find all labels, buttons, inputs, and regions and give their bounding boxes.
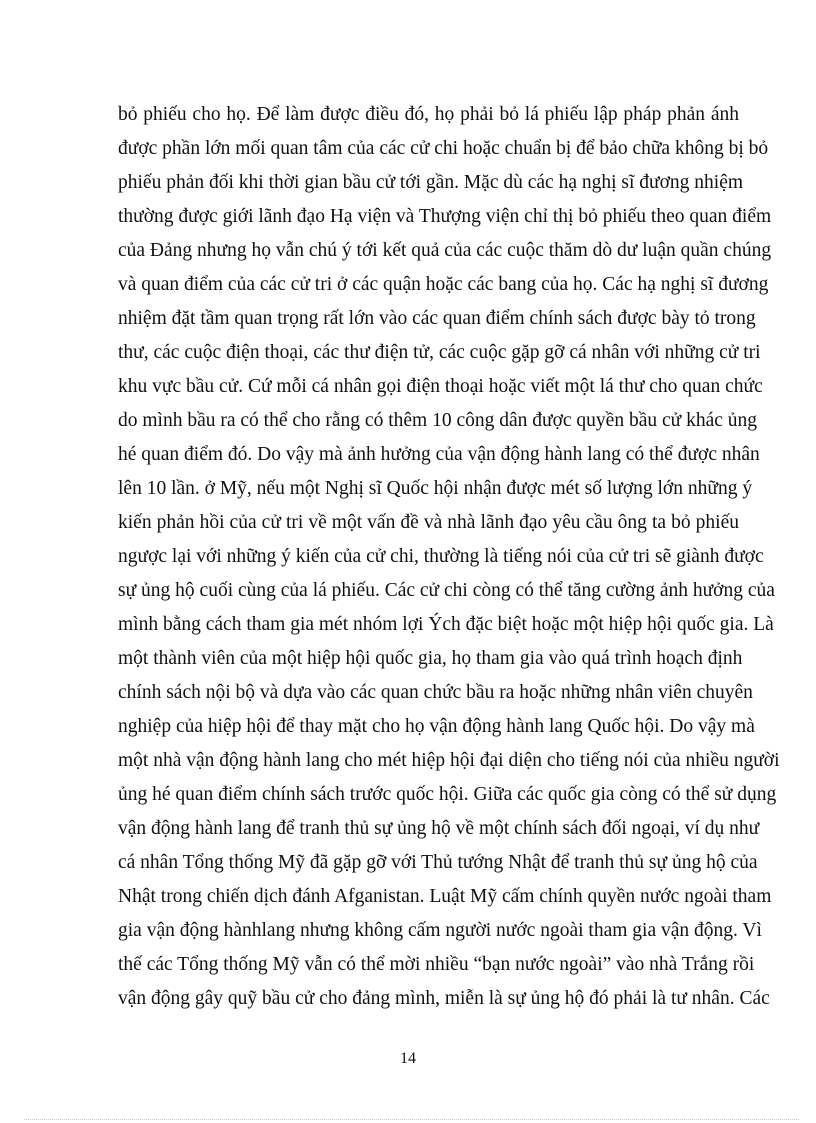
text-line: một nhà vận động hành lang cho mét hiệp hội đại diện cho tiếng nói của nhiều người xyxy=(118,750,780,771)
text-line: lên 10 lần. ở Mỹ, nếu một Nghị sĩ Quốc hội nhận được mét số lượng lớn những ý xyxy=(118,478,753,499)
text-line: sự ủng hộ cuối cùng của lá phiếu. Các cử chi còng có thể tăng cường ảnh hưởng của xyxy=(118,580,775,601)
text-line: hé quan điểm đó. Do vậy mà ảnh hưởng của vận động hành lang có thể được nhân xyxy=(118,444,760,465)
text-line: thư, các cuộc điện thoại, các thư điện tử, các cuộc gặp gỡ cá nhân với những cử tri xyxy=(118,342,761,363)
text-line: ủng hé quan điểm chính sách trước quốc hội. Giữa các quốc gia còng có thể sử dụng xyxy=(118,784,777,805)
text-line: và quan điểm của các cử tri ở các quận hoặc các bang của họ. Các hạ nghị sĩ đương xyxy=(118,274,769,295)
text-line: ngược lại với những ý kiến của cử chi, thường là tiếng nói của cử tri sẽ giành được xyxy=(118,546,764,567)
text-line: mình bằng cách tham gia mét nhóm lợi Ých đặc biệt hoặc một hiệp hội quốc gia. Là xyxy=(118,614,774,635)
page-number: 14 xyxy=(400,1050,416,1067)
text-line: phiếu phản đối khi thời gian bầu cử tới gần. Mặc dù các hạ nghị sĩ đương nhiệm xyxy=(118,172,744,193)
text-line: thường được giới lãnh đạo Hạ viện và Thượng viện chỉ thị bỏ phiếu theo quan điểm xyxy=(118,206,772,227)
text-line: do mình bầu ra có thể cho rằng có thêm 10 công dân được quyền bầu cử khác ủng xyxy=(118,410,758,431)
text-line: cá nhân Tổng thống Mỹ đã gặp gỡ với Thủ tướng Nhật để tranh thủ sự ủng hộ của xyxy=(118,852,758,873)
text-line: vận động gây quỹ bầu cử cho đảng mình, miễn là sự ủng hộ đó phải là tư nhân. Các xyxy=(118,988,770,1009)
text-line: vận động hành lang để tranh thủ sự ủng hộ về một chính sách đối ngoại, ví dụ như xyxy=(118,818,760,839)
text-line: được phần lớn mối quan tâm của các cử chi hoặc chuẩn bị để bảo chữa không bị bỏ xyxy=(118,138,769,159)
text-line: của Đảng nhưng họ vẫn chú ý tới kết quả của các cuộc thăm dò dư luận quần chúng xyxy=(118,240,772,261)
text-line: nhiệm đặt tầm quan trọng rất lớn vào các quan điểm chính sách được bày tỏ trong xyxy=(118,308,756,329)
text-line: nghiệp của hiệp hội để thay mặt cho họ vận động hành lang Quốc hội. Do vậy mà xyxy=(118,716,755,737)
text-line: thế các Tổng thống Mỹ vẫn có thể mời nhiều “bạn nước ngoài” vào nhà Trắng rồi xyxy=(118,954,755,975)
body-paragraph xyxy=(118,98,780,1016)
text-line: kiến phản hồi của cử tri về một vấn đề và nhà lãnh đạo yêu cầu ông ta bỏ phiếu xyxy=(118,512,739,533)
page-bottom-border xyxy=(24,1119,799,1120)
text-line: một thành viên của một hiệp hội quốc gia, họ tham gia vào quá trình hoạch định xyxy=(118,648,743,669)
text-line: khu vực bầu cử. Cứ mỗi cá nhân gọi điện thoại hoặc viết một lá thư cho quan chức xyxy=(118,376,763,397)
text-line: chính sách nội bộ và dựa vào các quan chức bầu ra hoặc những nhân viên chuyên xyxy=(118,682,753,703)
text-line: bỏ phiếu cho họ. Để làm được điều đó, họ phải bỏ lá phiếu lập pháp phản ánh xyxy=(118,104,739,125)
text-line: gia vận động hànhlang nhưng không cấm người nước ngoài tham gia vận động. Vì xyxy=(118,920,762,941)
text-line: Nhật trong chiến dịch đánh Afganistan. Luật Mỹ cấm chính quyền nước ngoài tham xyxy=(118,886,772,907)
